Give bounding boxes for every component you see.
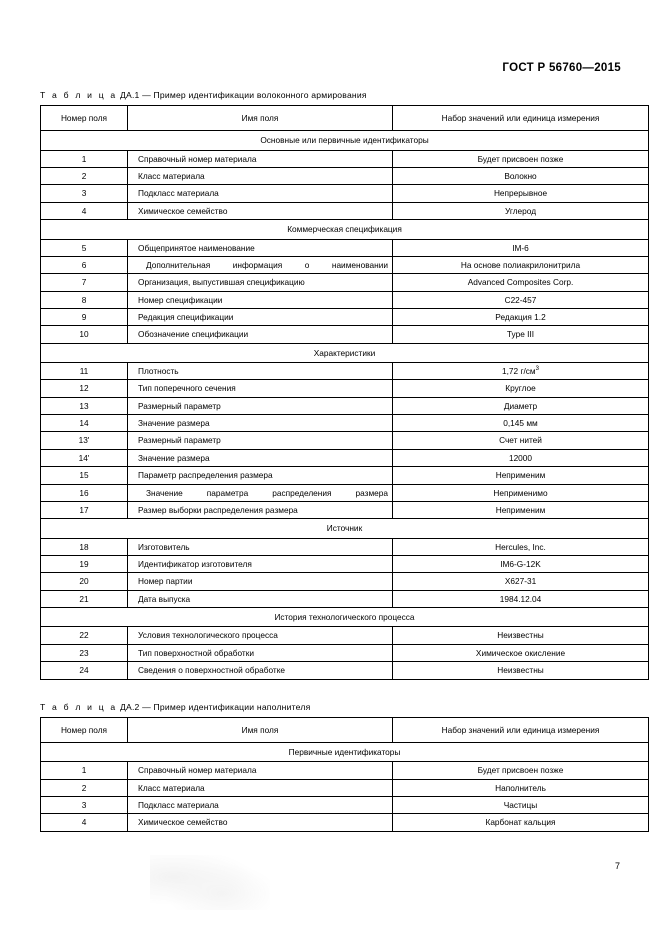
- table-row: [41, 308, 649, 325]
- field-number: 7: [41, 274, 128, 291]
- table-row-section: [41, 131, 649, 150]
- section-label: Основные или первичные идентификаторы: [41, 131, 649, 150]
- field-value: Волокно: [393, 168, 649, 185]
- column-header-field-name: Имя поля: [128, 717, 393, 742]
- field-value: X627-31: [393, 573, 649, 590]
- field-value: Advanced Composites Corp.: [393, 274, 649, 291]
- column-header-field-number: Номер поля: [41, 106, 128, 131]
- table-1-caption: [40, 90, 621, 100]
- field-value: 12000: [393, 449, 649, 466]
- field-name: Тип поперечного сечения: [128, 380, 393, 397]
- table-row: [41, 256, 649, 273]
- field-number: 17: [41, 501, 128, 518]
- field-name: Условия технологического процесса: [128, 627, 393, 644]
- field-name: Плотность: [128, 363, 393, 380]
- table-row: [41, 467, 649, 484]
- field-name: Подкласс материала: [128, 796, 393, 813]
- section-label: Коммерческая спецификация: [41, 220, 649, 239]
- field-value: Неприменимо: [393, 484, 649, 501]
- table-row: [41, 202, 649, 219]
- table-row: [41, 185, 649, 202]
- table-row: [41, 380, 649, 397]
- field-number: 4: [41, 202, 128, 219]
- field-number: 15: [41, 467, 128, 484]
- table-row: [41, 538, 649, 555]
- field-number: 23: [41, 644, 128, 661]
- field-name: Номер партии: [128, 573, 393, 590]
- section-label: Характеристики: [41, 343, 649, 362]
- field-name: Справочный номер материала: [128, 762, 393, 779]
- table-row-section: [41, 343, 649, 362]
- field-name: Класс материала: [128, 779, 393, 796]
- field-value: Углерод: [393, 202, 649, 219]
- field-number: 9: [41, 308, 128, 325]
- table-gap: [40, 680, 621, 702]
- field-number: 10: [41, 326, 128, 343]
- table-row: [41, 415, 649, 432]
- column-header-values: Набор значений или единица измерения: [393, 106, 649, 131]
- scan-artifact: [150, 855, 270, 910]
- field-name: Химическое семейство: [128, 202, 393, 219]
- field-number: 20: [41, 573, 128, 590]
- table-2-caption: [40, 702, 621, 712]
- field-number: 3: [41, 185, 128, 202]
- field-value: IM6-G-12K: [393, 555, 649, 572]
- table-1-header-row: [41, 106, 649, 131]
- field-name: Размерный параметр: [128, 397, 393, 414]
- field-name: Дата выпуска: [128, 590, 393, 607]
- table-row: [41, 590, 649, 607]
- field-name: Химическое семейство: [128, 814, 393, 831]
- table-1-caption-text: ДА.1 — Пример идентификации волоконного армирования: [120, 90, 367, 100]
- field-value: Будет присвоен позже: [393, 150, 649, 167]
- field-name: Размерный параметр: [128, 432, 393, 449]
- table-2-caption-text: ДА.2 — Пример идентификации наполнителя: [120, 701, 311, 712]
- field-value: Будет присвоен позже: [393, 762, 649, 779]
- field-number: 4: [41, 814, 128, 831]
- column-header-field-name: Имя поля: [128, 106, 393, 131]
- standard-designation: ГОСТ Р 56760—2015: [502, 62, 621, 74]
- field-name: Размер выборки распределения размера: [128, 501, 393, 518]
- field-number: 21: [41, 590, 128, 607]
- field-name: Сведения о поверхностной обработке: [128, 662, 393, 679]
- field-name: Обозначение спецификации: [128, 326, 393, 343]
- table-row: [41, 484, 649, 501]
- field-name: Класс материала: [128, 168, 393, 185]
- field-name: Значение размера: [128, 449, 393, 466]
- field-number: 3: [41, 796, 128, 813]
- field-value: 1,72 $г/см^3$: [393, 363, 649, 380]
- field-value: Редакция 1.2: [393, 308, 649, 325]
- field-value: На основе полиакрилонитрила: [393, 256, 649, 273]
- page-content: [40, 90, 621, 832]
- section-label: Первичные идентификаторы: [41, 742, 649, 761]
- field-name: Значение параметра распределения размера: [128, 484, 393, 501]
- field-number: 1: [41, 762, 128, 779]
- table-row: [41, 627, 649, 644]
- table-row: [41, 449, 649, 466]
- field-value: Счет нитей: [393, 432, 649, 449]
- field-number: 5: [41, 239, 128, 256]
- table-row: [41, 662, 649, 679]
- page-header: [502, 62, 621, 74]
- table-row: [41, 762, 649, 779]
- table-1-caption-prefix: Т а б л и ц а: [40, 90, 118, 100]
- table-row-section: [41, 220, 649, 239]
- table-row: [41, 326, 649, 343]
- table-row: [41, 796, 649, 813]
- column-header-field-number: Номер поля: [41, 717, 128, 742]
- table-row-section: [41, 742, 649, 761]
- table-row: [41, 168, 649, 185]
- field-value: C22-457: [393, 291, 649, 308]
- field-value: Круглое: [393, 380, 649, 397]
- field-value: 0,145 мм: [393, 415, 649, 432]
- field-name: Значение размера: [128, 415, 393, 432]
- table-2-header-row: [41, 717, 649, 742]
- field-value: Диаметр: [393, 397, 649, 414]
- field-name: Идентификатор изготовителя: [128, 555, 393, 572]
- field-number: 16: [41, 484, 128, 501]
- field-value: Type III: [393, 326, 649, 343]
- field-number: 8: [41, 291, 128, 308]
- field-number: 18: [41, 538, 128, 555]
- table-row-section: [41, 519, 649, 538]
- field-value: Hercules, Inc.: [393, 538, 649, 555]
- field-name: Тип поверхностной обработки: [128, 644, 393, 661]
- field-number: 22: [41, 627, 128, 644]
- table-row: [41, 501, 649, 518]
- filler-identification-table: [40, 717, 649, 832]
- table-2-caption-prefix: Т а б л и ц а: [40, 701, 118, 712]
- field-value: Неизвестны: [393, 662, 649, 679]
- field-value: Наполнитель: [393, 779, 649, 796]
- field-number: 12: [41, 380, 128, 397]
- table-row: [41, 814, 649, 831]
- column-header-values: Набор значений или единица измерения: [393, 717, 649, 742]
- field-number: 11: [41, 363, 128, 380]
- field-number: 14: [41, 415, 128, 432]
- table-row: [41, 363, 649, 380]
- table-row: [41, 555, 649, 572]
- field-number: 13': [41, 432, 128, 449]
- field-number: 1: [41, 150, 128, 167]
- table-row: [41, 274, 649, 291]
- field-name: Подкласс материала: [128, 185, 393, 202]
- field-number: 13: [41, 397, 128, 414]
- field-name: Организация, выпустившая спецификацию: [128, 274, 393, 291]
- section-label: Источник: [41, 519, 649, 538]
- table-row: [41, 432, 649, 449]
- field-name: Параметр распределения размера: [128, 467, 393, 484]
- field-value: Непрерывное: [393, 185, 649, 202]
- field-name: Дополнительная информация о наименовании: [128, 256, 393, 273]
- field-number: 24: [41, 662, 128, 679]
- table-row: [41, 291, 649, 308]
- field-name: Номер спецификации: [128, 291, 393, 308]
- field-value: Химическое окисление: [393, 644, 649, 661]
- field-value: IM-6: [393, 239, 649, 256]
- table-row: [41, 150, 649, 167]
- field-value: 1984.12.04: [393, 590, 649, 607]
- table-row: [41, 397, 649, 414]
- field-value: Карбонат кальция: [393, 814, 649, 831]
- field-name: Справочный номер материала: [128, 150, 393, 167]
- table-row: [41, 239, 649, 256]
- field-name: Редакция спецификации: [128, 308, 393, 325]
- field-name: Общепринятое наименование: [128, 239, 393, 256]
- page-number: 7: [614, 861, 620, 871]
- field-number: 14': [41, 449, 128, 466]
- section-label: История технологического процесса: [41, 608, 649, 627]
- field-name: Изготовитель: [128, 538, 393, 555]
- table-row: [41, 644, 649, 661]
- field-value: Неприменим: [393, 501, 649, 518]
- field-number: 2: [41, 779, 128, 796]
- table-1-body: [41, 106, 649, 680]
- field-value: Неизвестны: [393, 627, 649, 644]
- field-value: Неприменим: [393, 467, 649, 484]
- density-exponent: 3: [535, 366, 539, 373]
- table-row: [41, 779, 649, 796]
- table-2-body: [41, 717, 649, 831]
- field-number: 19: [41, 555, 128, 572]
- table-row-section: [41, 608, 649, 627]
- field-number: 6: [41, 256, 128, 273]
- table-row: [41, 573, 649, 590]
- field-value: Частицы: [393, 796, 649, 813]
- field-number: 2: [41, 168, 128, 185]
- fiber-identification-table: [40, 105, 649, 680]
